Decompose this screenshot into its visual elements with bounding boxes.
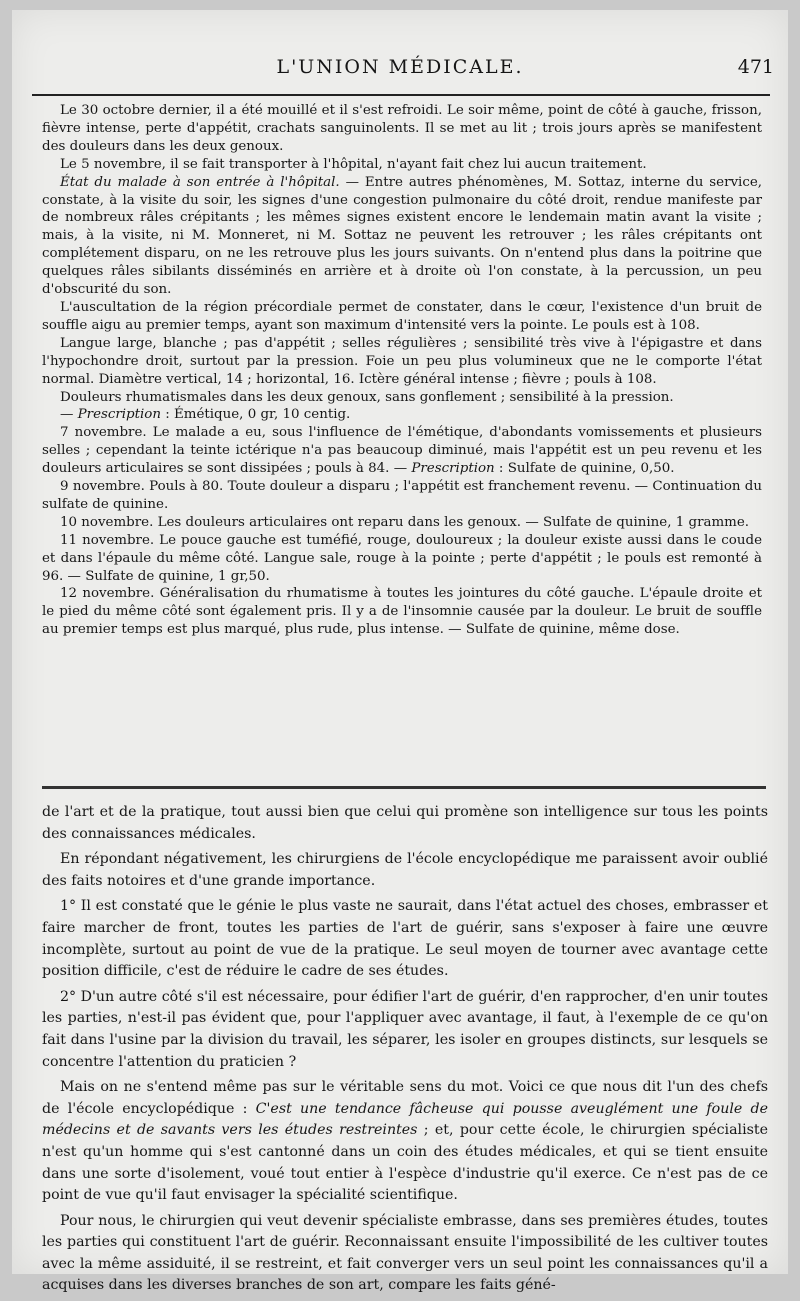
case-paragraph: 12 novembre. Généralisation du rhumatisme à toutes les jointures du côté gauche. L'épaule droite et le pied du même côté sont également pris. Il y a de l'insomnie causée par la douleur. Le bruit de souffle au premier temps est plus marqué, plus rude, plus intense. — Sulfate de quinine, même dose. [42,586,762,638]
case-paragraph: Langue large, blanche ; pas d'appétit ; selles régulières ; sensibilité très vive à l'épigastre et dans l'hypochondre droit, surtout par la pression. Foie un peu plus volumineux que ne le comporte l'état normal. Diamètre vertical, 14 ; horizontal, 16. Ictère général intense ; fièvre ; pouls à 108. [42,335,762,387]
prescription-label: Prescription [411,461,495,477]
quotation: C'est une tendance fâcheuse qui pousse aveuglément une foule de médecins et de savants vers les études restreintes [42,1100,768,1139]
case-paragraph: Le 30 octobre dernier, il a été mouillé et il s'est refroidi. Le soir même, point de côté à gauche, frisson, fièvre intense, perte d'appétit, crachats sanguinolents. Il se met au lit ; trois jours après se manifestent des douleurs dans les deux genoux. [42,103,762,154]
case-paragraph: 11 novembre. Le pouce gauche est tuméfié, rouge, douloureux ; la douleur existe aussi dans le coude et dans l'épaule du même côté. Langue sale, rouge à la pointe ; perte d'appétit ; le pouls est remonté à 96. — Sulfate de quinine, 1 gr,50. [42,532,762,584]
prescription-label: Prescription [77,407,161,423]
case-paragraph: Douleurs rhumatismales dans les deux genoux, sans gonflement ; sensibilité à la pression. [60,389,674,405]
case-report [42,102,762,639]
case-paragraph: — Prescription : Émétique, 0 gr, 10 centig. [60,407,351,423]
page [12,10,788,1294]
page-number: 471 [737,56,774,78]
case-paragraph: 10 novembre. Les douleurs articulaires ont reparu dans les genoux. — Sulfate de quinine, 1 gramme. [60,514,750,530]
body-paragraph: En répondant négativement, les chirurgiens de l'école encyclopédique me paraissent avoir oublié des faits notoires et d'une grande importance. [42,851,768,889]
body-paragraph: 2° D'un autre côté s'il est nécessaire, pour édifier l'art de guérir, d'en rapprocher, d'en unir toutes les parties, n'est-il pas évident que, pour l'appliquer avec avantage, il faut, à l'exemple de ce qu'on fait dans l'usine par la division du travail, les séparer, les isoler en groupes distincts, sur lesquels se concentre l'attention du praticien ? [42,988,768,1070]
case-paragraph: Le 5 novembre, il se fait transporter à l'hôpital, n'ayant fait chez lui aucun traitement. [60,156,647,172]
case-paragraph: L'auscultation de la région précordiale permet de constater, dans le cœur, l'existence d'un bruit de souffle aigu au premier temps, ayant son maximum d'intensité vers la pointe. Le pouls est à 108. [42,299,762,333]
header-rule [32,94,770,96]
body-paragraph: 1° Il est constaté que le génie le plus vaste ne saurait, dans l'état actuel des choses, embrasser et faire marcher de front, toutes les parties de l'art de guérir, sans s'exposer à faire une œuvre incomplète, surtout au point de vue de la pratique. Le seul moyen de tourner avec avantage cette position difficile, c'est de réduire le cadre de ses études. [42,898,768,980]
case-subheading: État du malade à son entrée à l'hôpital. [60,174,340,190]
body-paragraph: Pour nous, le chirurgien qui veut devenir spécialiste embrasse, dans ses premières études, toutes les parties qui constituent l'art de guérir. Reconnaissant ensuite l'impossibilité de les cultiver toutes avec la même assiduité, il se restreint, et fait converger vers un seul point les connaissances qu'il a acquises dans les diverses branches de son art, compare les faits géné- [42,1212,768,1294]
body-paragraph: Mais on ne s'entend même pas sur le véritable sens du mot. Voici ce que nous dit l'un des chefs de l'école encyclopédique : C'est une tendance fâcheuse qui pousse aveuglément une foule de médecins et de savants vers les études restreintes ; et, pour cette école, le chirurgien spécialiste n'est qu'un homme qui s'est cantonné dans un coin des études médicales, et qui se tient ensuite dans une sorte d'isolement, voué tout entier à l'espèce d'industrie qu'il exerce. Ce n'est pas de ce point de vue qu'il faut envisager la spécialité scientifique. [42,1079,768,1204]
case-paragraph: État du malade à son entrée à l'hôpital. — Entre autres phénomènes, M. Sottaz, interne du service, constate, à la visite du soir, les signes d'une congestion pulmonaire du côté droit, rendue manifeste par de nombreux râles crépitants ; les mêmes signes existent encore le lendemain matin avant la visite ; mais, à la visite, ni M. Monneret, ni M. Sottaz ne peuvent les retrouver ; les râles crépitants ont complétement disparu, on ne les retrouve plus les jours suivants. On n'entend plus dans la poitrine que quelques râles sibilants disséminés en arrière et à droite où l'on constate, à la percussion, un peu d'obscurité du son. [42,174,762,298]
body-paragraph: de l'art et de la pratique, tout aussi bien que celui qui promène son intelligence sur tous les points des connaissances médicales. [42,804,768,842]
case-paragraph: 9 novembre. Pouls à 80. Toute douleur a disparu ; l'appétit est franchement revenu. — Continuation du sulfate de quinine. [42,479,762,512]
page-header [12,56,788,86]
case-paragraph: 7 novembre. Le malade a eu, sous l'influence de l'émétique, d'abondants vomissements et plusieurs selles ; cependant la teinte ictérique n'a pas beaucoup diminué, mais l'appétit est un peu revenu et les douleurs articulaires se sont dissipées ; pouls à 84. — Prescription : Sulfate de quinine, 0,50. [42,425,762,477]
article-body [42,802,768,1301]
running-title: L'UNION MÉDICALE. [276,56,524,78]
section-rule [42,786,766,789]
